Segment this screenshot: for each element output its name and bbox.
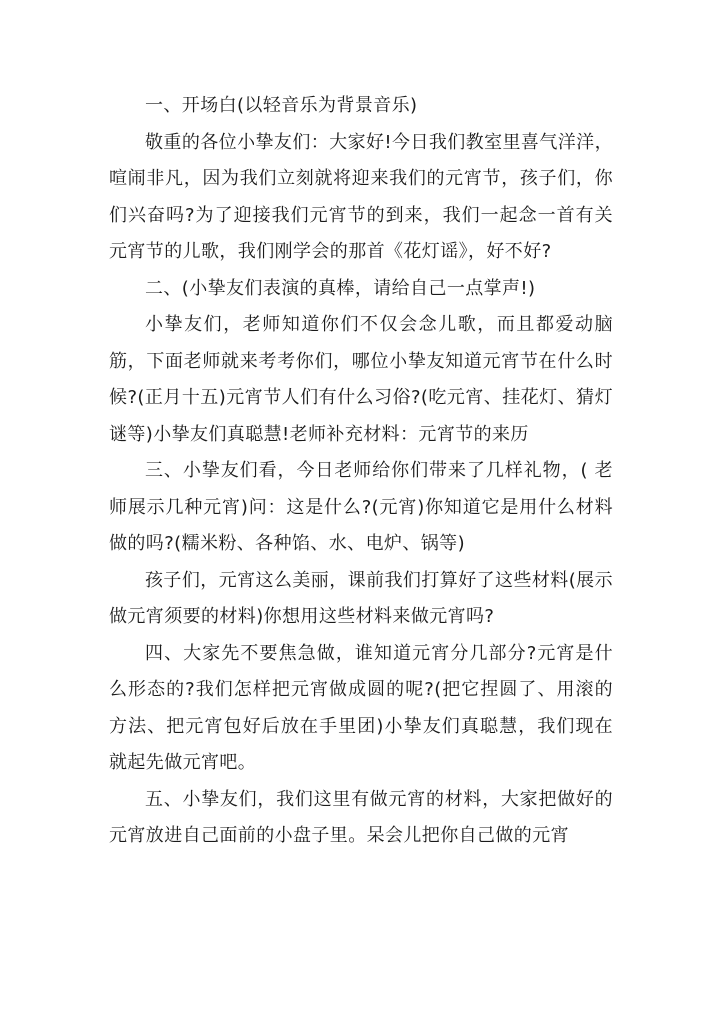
paragraph-festival-questions: 小挚友们，老师知道你们不仅会念儿歌，而且都爱动脑筋，下面老师就来考考你们，哪位小挚友知道元宵节在什么时候?(正月十五)元宵节人们有什么习俗?(吃元宵、挂花灯、猜灯谜等)小挚友们真聪慧!老师补充材料：元宵节的来历 — [109, 314, 613, 445]
paragraph-opening-heading: 一、开场白(以轻音乐为背景音乐) — [145, 95, 418, 116]
paragraph-section-five: 五、小挚友们，我们这里有做元宵的材料，大家把做好的元宵放进自己面前的小盘子里。呆会儿把你自己做的元宵 — [109, 788, 613, 846]
paragraph-section-four: 四、大家先不要焦急做，谁知道元宵分几部分?元宵是什么形态的?我们怎样把元宵做成圆的呢?(把它捏圆了、用滚的方法、把元宵包好后放在手里团)小挚友们真聪慧，我们现在就起先做元宵吧。 — [109, 642, 613, 773]
paragraph-materials: 孩子们，元宵这么美丽，课前我们打算好了这些材料(展示做元宵须要的材料)你想用这些材料来做元宵吗? — [109, 569, 613, 627]
paragraph-section-two: 二、(小挚友们表演的真棒，请给自己一点掌声!) — [145, 277, 536, 299]
paragraph-greeting: 敬重的各位小挚友们：大家好!今日我们教室里喜气洋洋，喧闹非凡，因为我们立刻就将迎来我们的元宵节，孩子们，你们兴奋吗?为了迎接我们元宵节的到来，我们一起念一首有关元宵节的儿歌，我们刚学会的那首《花灯谣》，好不好? — [109, 131, 613, 262]
document-body — [109, 88, 613, 855]
paragraph-section-three: 三、小挚友们看，今日老师给你们带来了几样礼物，( 老师展示几种元宵)问：这是什么?(元宵)你知道它是用什么材料做的吗?(糯米粉、各种馅、水、电炉、锅等) — [109, 460, 613, 554]
